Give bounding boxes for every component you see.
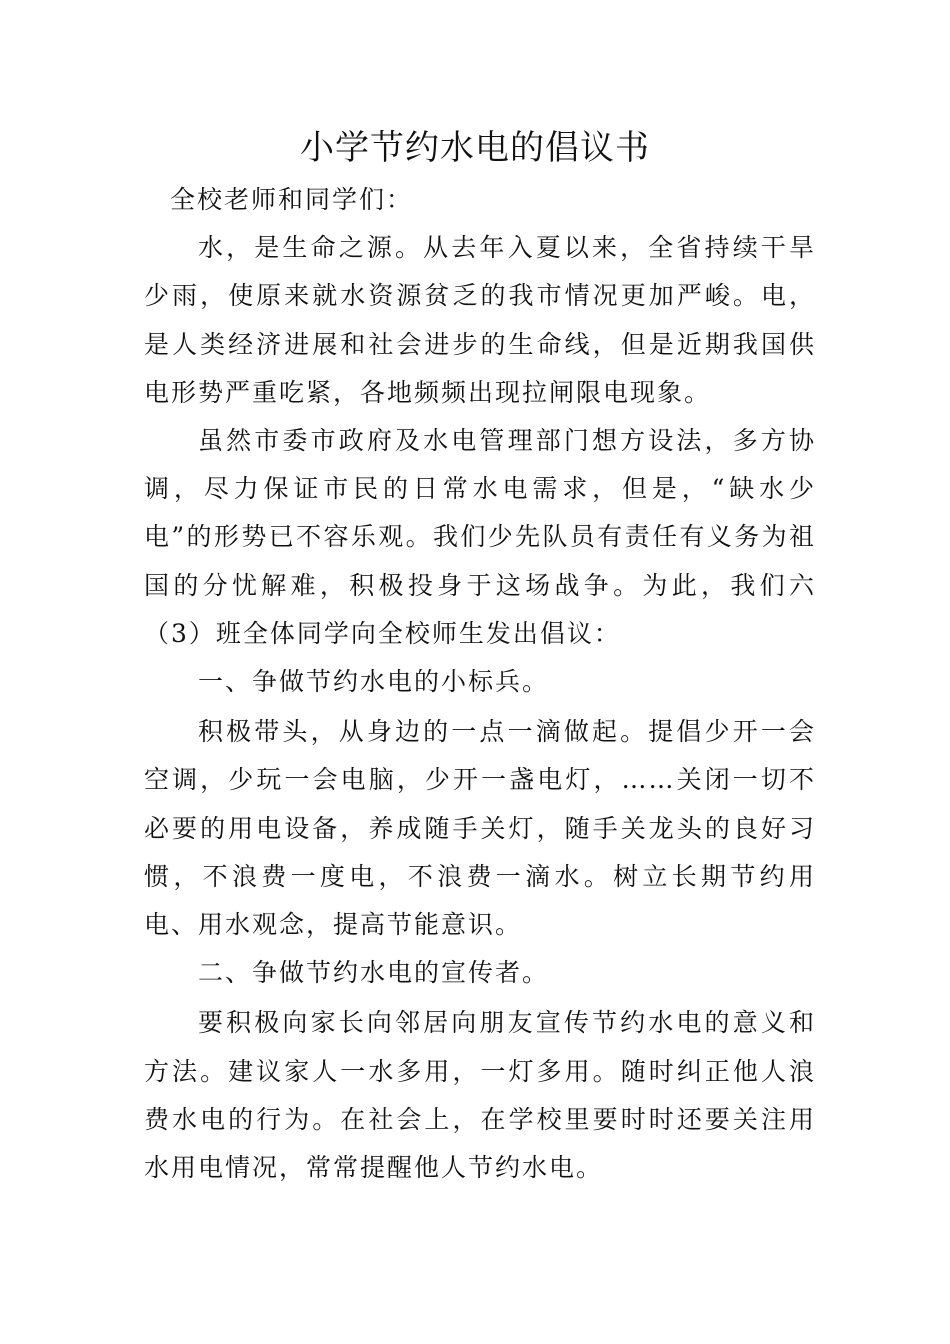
section-body-2: 要积极向家长向邻居向朋友宣传节约水电的意义和方法。建议家人一水多用，一灯多用。随时纠正他人浪费水电的行为。在社会上，在学校里要时时还要关注用水用电情况，常常提醒他人节约水电。 [144,1008,816,1183]
paragraph-appeal: 虽然市委市政府及水电管理部门想方设法，多方协调，尽力保证市民的日常水电需求，但是，“缺水少电”的形势已不容乐观。我们少先队员有责任有义务为祖国的分忧解难，积极投身于这场战争。为此，我们六（3）班全体同学向全校师生发出倡议： [144,426,816,648]
section-heading-2: 二、争做节约水电的宣传者。 [198,958,550,988]
section-body-1: 积极带头，从身边的一点一滴做起。提倡少开一会空调，少玩一会电脑，少开一盏电灯，……关闭一切不必要的用电设备，养成随手关灯，随手关龙头的良好习惯，不浪费一度电，不浪费一滴水。树立长期节约用电、用水观念，提高节能意识。 [144,717,816,940]
document-title: 小学节约水电的倡议书 [300,128,650,168]
salutation: 全校老师和同学们： [170,185,414,214]
document-body [144,176,816,1192]
section-heading-1: 一、争做节约水电的小标兵。 [198,667,550,697]
paragraph-intro: 水，是生命之源。从去年入夏以来，全省持续干旱少雨，使原来就水资源贫乏的我市情况更加严峻。电，是人类经济进展和社会进步的生命线，但是近期我国供电形势严重吃紧，各地频频出现拉闸限电现象。 [144,233,816,407]
